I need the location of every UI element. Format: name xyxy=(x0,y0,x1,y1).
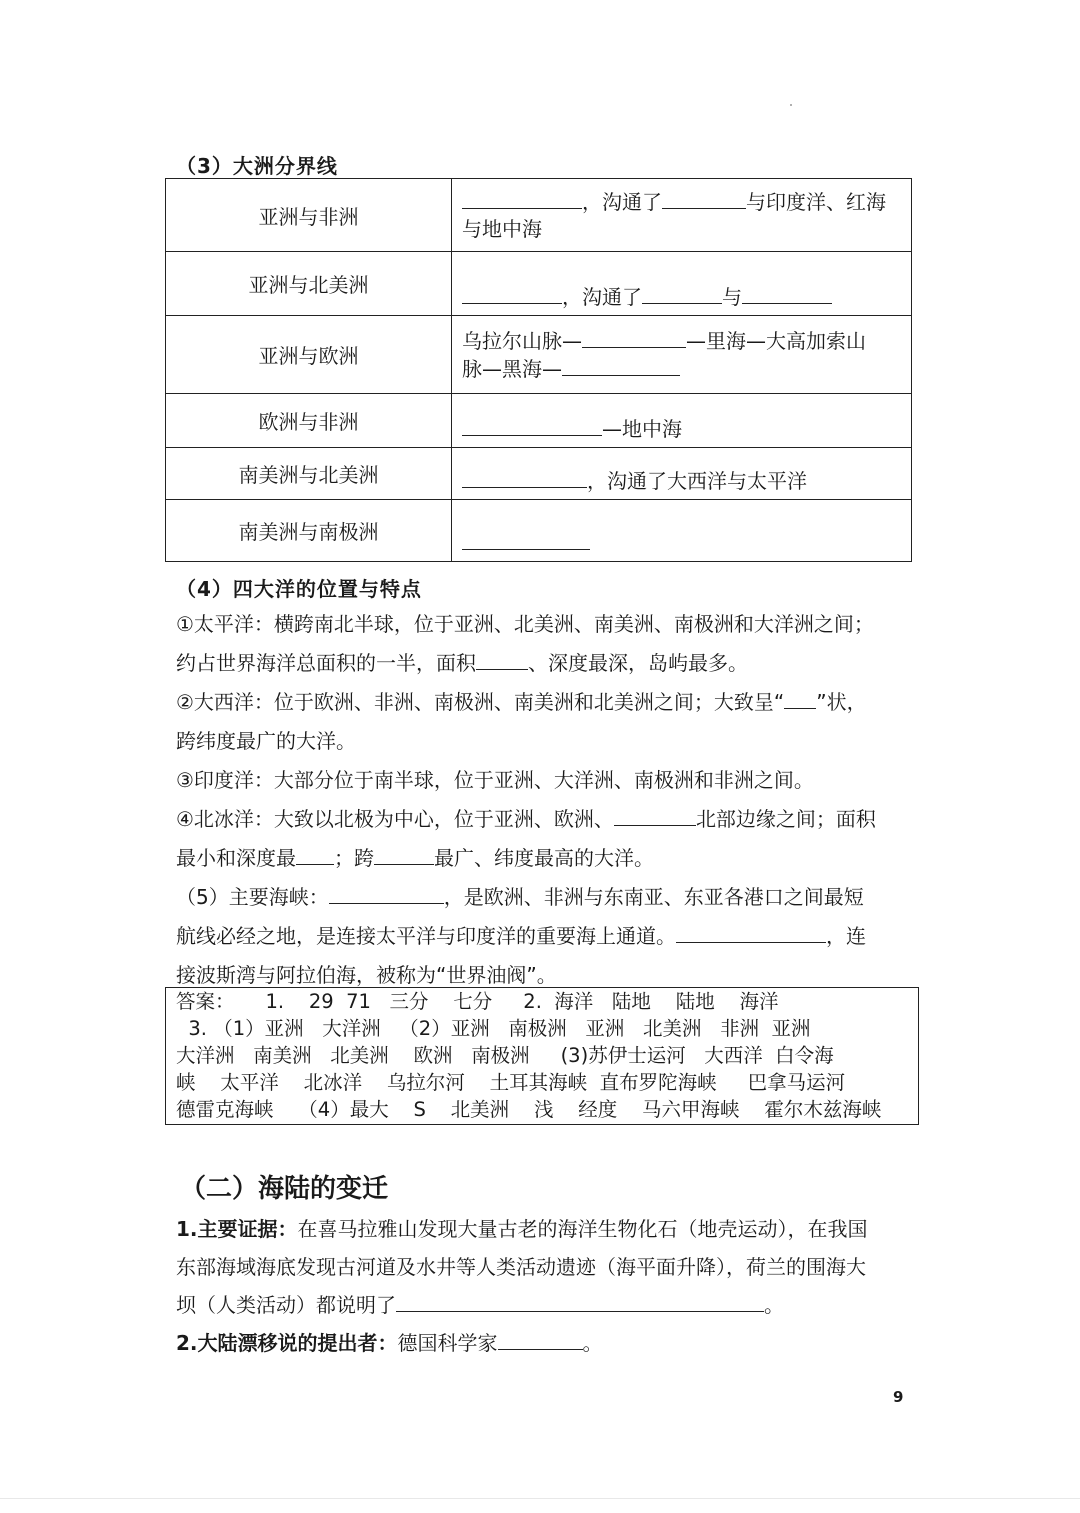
table-row xyxy=(166,316,912,394)
atlantic-line: 跨纬度最广的大洋。 xyxy=(176,729,356,753)
table-cell-boundary: 乌拉尔山脉— —里海—大高加索山 脉—黑海— xyxy=(452,316,912,394)
blank-line xyxy=(374,844,434,865)
blank-line xyxy=(329,883,444,904)
table-cell-boundary: ，沟通了 与 xyxy=(452,252,912,316)
table-row xyxy=(166,179,912,252)
blank-line xyxy=(462,283,562,304)
blank-line xyxy=(614,805,696,826)
answer-line: 3. （1）亚洲 大洋洲 （2）亚洲 南极洲 亚洲 北美洲 非洲 亚洲 xyxy=(176,1017,811,1040)
table-cell-continents: 亚洲与北美洲 xyxy=(166,252,452,316)
pacific-line: ①太平洋：横跨南北半球，位于亚洲、北美洲、南美洲、南极洲和大洋洲之间； xyxy=(176,612,874,636)
table-cell-continents: 南美洲与南极洲 xyxy=(166,500,452,562)
blank-line xyxy=(396,1291,764,1312)
blank-line xyxy=(462,529,590,550)
blank-line xyxy=(296,844,334,865)
blank-line xyxy=(462,415,602,436)
page-number: 9 xyxy=(893,1388,904,1406)
straits-line: 航线必经之地，是连接太平洋与印度洋的重要海上通道。 ，连 xyxy=(176,924,866,948)
section-heading-2: （二）海陆的变迁 xyxy=(180,1174,389,1204)
blank-line xyxy=(462,188,582,209)
drift-theory-line: 2.大陆漂移说的提出者：德国科学家 。 xyxy=(176,1331,603,1355)
blank-line xyxy=(662,188,746,209)
answer-line: 德雷克海峡 （4）最大 S 北美洲 浅 经度 马六甲海峡 霍尔木兹海峡 xyxy=(176,1098,882,1121)
evidence-line: 1.主要证据：在喜马拉雅山发现大量古老的海洋生物化石（地壳运动），在我国 xyxy=(176,1217,868,1241)
table-cell-boundary xyxy=(452,500,912,562)
arctic-line: ④北冰洋：大致以北极为中心，位于亚洲、欧洲、 北部边缘之间；面积 xyxy=(176,807,876,831)
table-cell-boundary: —地中海 xyxy=(452,394,912,448)
page-edge xyxy=(0,1498,1080,1499)
scan-speck xyxy=(790,104,792,106)
straits-line: 接波斯湾与阿拉伯海，被称为“世界油阀”。 xyxy=(176,963,557,987)
oceans-text xyxy=(176,605,916,995)
blank-line xyxy=(582,327,686,348)
evidence-line: 坝（人类活动）都说明了 。 xyxy=(176,1293,784,1317)
evidence-line: 东部海域海底发现古河道及水井等人类活动遗迹（海平面升降），荷兰的围海大 xyxy=(176,1255,866,1279)
answer-box xyxy=(165,987,919,1125)
blank-line xyxy=(476,649,528,670)
table-cell-boundary: ，沟通了大西洋与太平洋 xyxy=(452,448,912,500)
table-row xyxy=(166,394,912,448)
continent-boundary-table xyxy=(165,178,912,562)
pacific-line: 约占世界海洋总面积的一半，面积 、深度最深，岛屿最多。 xyxy=(176,651,748,675)
atlantic-line: ②大西洋：位于欧洲、非洲、南极洲、南美洲和北美洲之间；大致呈“ ”状， xyxy=(176,690,867,714)
answer-line: 答案： 1. 29 71 三分 七分 2. 海洋 陆地 陆地 海洋 xyxy=(176,990,779,1013)
answer-line: 峡 太平洋 北冰洋 乌拉尔河 土耳其海峡 直布罗陀海峡 巴拿马运河 xyxy=(176,1071,846,1094)
blank-line xyxy=(498,1329,583,1350)
table-cell-continents: 亚洲与非洲 xyxy=(166,179,452,252)
table-row xyxy=(166,500,912,562)
indian-line: ③印度洋：大部分位于南半球，位于亚洲、大洋洲、南极洲和非洲之间。 xyxy=(176,768,814,792)
arctic-line: 最小和深度最 ；跨 最广、纬度最高的大洋。 xyxy=(176,846,654,870)
straits-line: （5）主要海峡： ，是欧洲、非洲与东南亚、东亚各港口之间最短 xyxy=(176,885,864,909)
sea-land-change-text xyxy=(176,1210,916,1362)
section-4-title: （4）四大洋的位置与特点 xyxy=(176,577,422,601)
blank-line xyxy=(784,688,816,709)
table-cell-boundary: ，沟通了 与印度洋、红海 与地中海 xyxy=(452,179,912,252)
table-cell-continents: 南美洲与北美洲 xyxy=(166,448,452,500)
table-row xyxy=(166,448,912,500)
table-cell-continents: 欧洲与非洲 xyxy=(166,394,452,448)
blank-line xyxy=(742,283,832,304)
section-3-title: （3）大洲分界线 xyxy=(176,154,338,178)
table-row xyxy=(166,252,912,316)
answer-line: 大洋洲 南美洲 北美洲 欧洲 南极洲 (3)苏伊士运河 大西洋 白令海 xyxy=(176,1044,834,1067)
blank-line xyxy=(462,467,587,488)
blank-line xyxy=(676,922,826,943)
blank-line xyxy=(642,283,722,304)
table-cell-continents: 亚洲与欧洲 xyxy=(166,316,452,394)
blank-line xyxy=(562,355,680,376)
